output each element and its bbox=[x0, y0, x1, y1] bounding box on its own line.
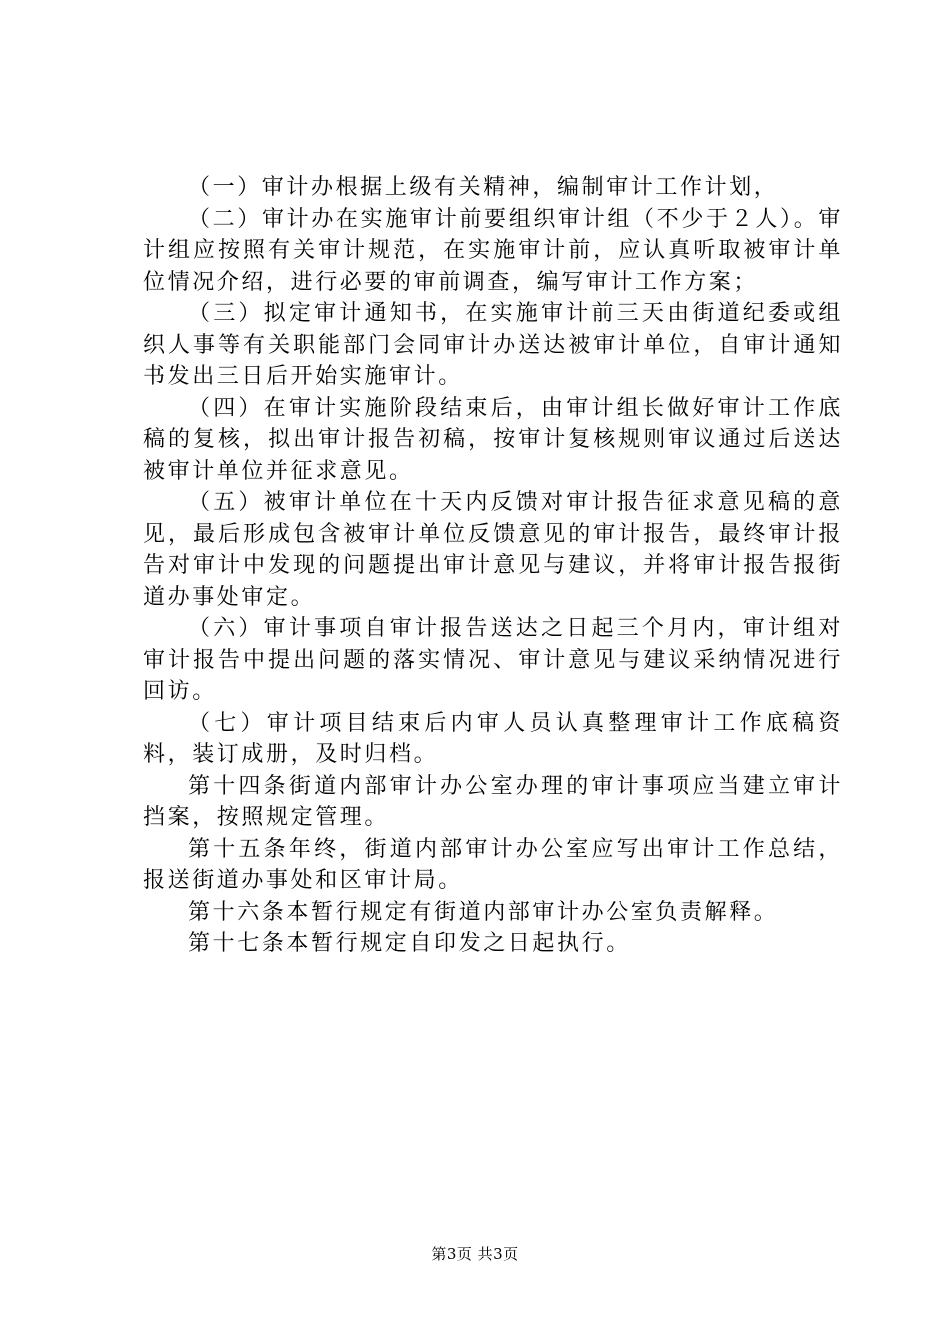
page-footer bbox=[0, 1244, 950, 1264]
paragraph-item-3: （三）拟定审计通知书，在实施审计前三天由街道纪委或组织人事等有关职能部门会同审计办送达被审计单位，自审计通知书发出三日后开始实施审计。 bbox=[143, 301, 843, 389]
article-14: 第十四条街道内部审计办公室办理的审计事项应当建立审计挡案，按照规定管理。 bbox=[143, 773, 843, 830]
page-number-label: 第3页 共3页 bbox=[431, 1245, 519, 1263]
paragraph-item-5: （五）被审计单位在十天内反馈对审计报告征求意见稿的意见，最后形成包含被审计单位反馈意见的审计报告，最终审计报告对审计中发现的问题提出审计意见与建议，并将审计报告报街道办事处审定。 bbox=[143, 490, 843, 610]
article-17: 第十七条本暂行规定自印发之日起执行。 bbox=[188, 931, 631, 956]
article-16: 第十六条本暂行规定有街道内部审计办公室负责解释。 bbox=[188, 899, 779, 925]
article-15: 第十五条年终，街道内部审计办公室应写出审计工作总结，报送街道办事处和区审计局。 bbox=[143, 836, 843, 893]
paragraph-item-7: （七）审计项目结束后内审人员认真整理审计工作底稿资料，装订成册，及时归档。 bbox=[143, 710, 843, 767]
paragraph-item-6: （六）审计事项自审计报告送达之日起三个月内，审计组对审计报告中提出问题的落实情况、审计意见与建议采纳情况进行回访。 bbox=[143, 616, 843, 704]
paragraph-item-2: （二）审计办在实施审计前要组织审计组（不少于２人）。审计组应按照有关审计规范，在实施审计前，应认真听取被审计单位情况介绍，进行必要的审前调查，编写审计工作方案； bbox=[143, 206, 843, 295]
paragraph-item-4: （四）在审计实施阶段结束后，由审计组长做好审计工作底稿的复核，拟出审计报告初稿，按审计复核规则审议通过后送达被审计单位并征求意见。 bbox=[143, 395, 843, 484]
document-body bbox=[143, 172, 843, 960]
paragraph-item-1: （一）审计办根据上级有关精神，编制审计工作计划， bbox=[188, 175, 779, 200]
